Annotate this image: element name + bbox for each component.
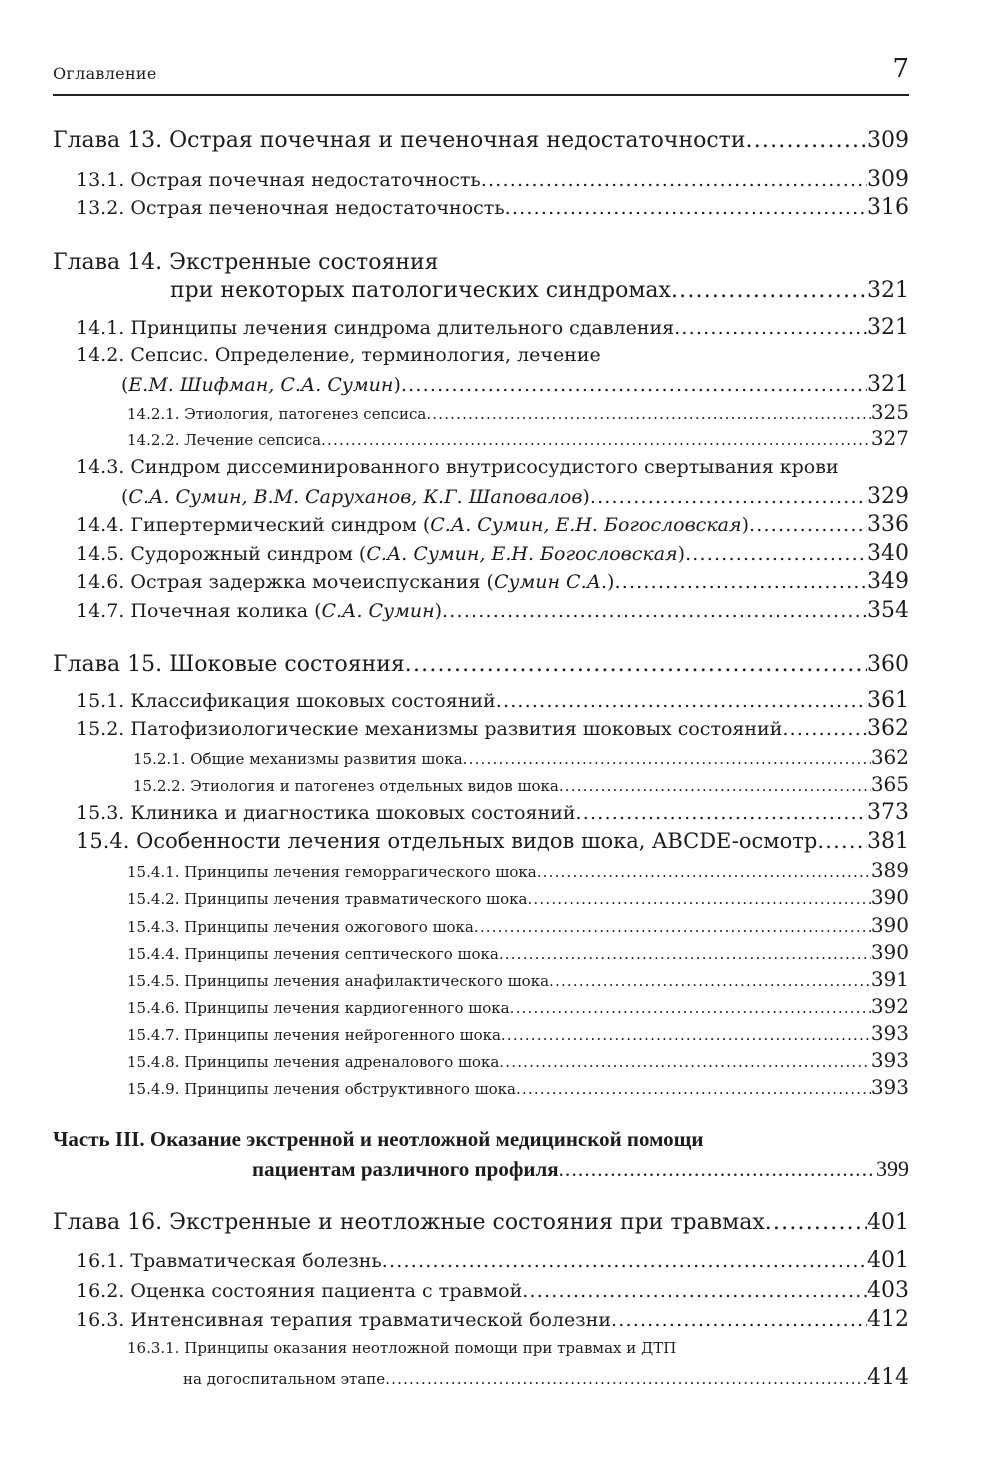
toc-entry-chapter-13[interactable] xyxy=(53,128,909,153)
dot-leader xyxy=(590,486,867,508)
entry-page: 325 xyxy=(870,400,909,424)
entry-label: 16.2. Оценка состояния пациента с травмой xyxy=(76,1280,523,1302)
entry-page: 393 xyxy=(870,1021,909,1045)
toc-entry-part-3[interactable] xyxy=(252,1156,909,1182)
entry-page: 354 xyxy=(867,598,909,623)
entry-page: 390 xyxy=(870,885,909,909)
label-suffix: ) xyxy=(393,374,401,396)
label-prefix: ( xyxy=(121,374,129,396)
entry-label: 13.2. Острая печеночная недостаточность xyxy=(76,197,505,219)
entry-page: 340 xyxy=(867,541,909,566)
dot-leader xyxy=(474,918,871,936)
dot-leader xyxy=(426,405,871,423)
toc-entry-15-2[interactable] xyxy=(76,716,909,741)
label-prefix: 14.7. Почечная колика ( xyxy=(76,600,322,622)
dot-leader xyxy=(516,1080,871,1098)
dot-leader xyxy=(442,600,867,622)
dot-leader xyxy=(321,431,871,449)
entry-label xyxy=(121,374,401,396)
toc-entry-15-4-9[interactable] xyxy=(127,1075,909,1099)
toc-entry-14-3[interactable] xyxy=(121,484,909,509)
entry-label: 15.4.2. Принципы лечения травматического шока xyxy=(127,890,528,908)
toc-14-3-line1: 14.3. Синдром диссеминированного внутрисосудистого свертывания крови xyxy=(76,456,839,478)
entry-page: 412 xyxy=(867,1307,909,1332)
toc-entry-16-3[interactable] xyxy=(76,1307,909,1332)
entry-page: 393 xyxy=(870,1048,909,1072)
toc-entry-16-1[interactable] xyxy=(76,1248,909,1273)
toc-entry-15-1[interactable] xyxy=(76,688,909,713)
entry-page: 392 xyxy=(870,994,909,1018)
entry-authors: С.А. Сумин xyxy=(321,600,435,622)
label-suffix: ) xyxy=(434,600,443,622)
entry-label: 13.1. Острая почечная недостаточность xyxy=(76,169,481,191)
entry-label: 16.1. Травматическая болезнь xyxy=(76,1250,382,1272)
entry-page: 361 xyxy=(867,688,909,713)
dot-leader xyxy=(611,1309,867,1331)
entry-label: 15.2.1. Общие механизмы развития шока xyxy=(133,750,463,768)
dot-leader xyxy=(749,514,867,536)
toc-entry-15-4-5[interactable] xyxy=(127,967,909,991)
entry-label: 15.1. Классификация шоковых состояний xyxy=(76,690,496,712)
toc-entry-14-1[interactable] xyxy=(76,315,909,340)
entry-label xyxy=(76,543,685,565)
entry-page: 316 xyxy=(867,195,909,220)
entry-page: 362 xyxy=(867,716,909,741)
toc-entry-15-4-4[interactable] xyxy=(127,940,909,964)
dot-leader xyxy=(685,543,867,565)
toc-entry-chapter-14[interactable] xyxy=(170,278,909,303)
entry-page: 373 xyxy=(867,800,909,825)
dot-leader xyxy=(559,777,871,795)
dot-leader xyxy=(537,863,871,881)
entry-page: 381 xyxy=(867,829,909,854)
dot-leader xyxy=(501,1026,871,1044)
entry-label xyxy=(76,600,442,622)
dot-leader xyxy=(671,278,867,303)
toc-14-2-line1: 14.2. Сепсис. Определение, терминология, лечение xyxy=(76,344,601,366)
entry-authors: Сумин С.А. xyxy=(493,571,608,593)
entry-label: 15.2.2. Этиология и патогенез отдельных видов шока xyxy=(133,777,559,795)
entry-label: 14.1. Принципы лечения синдрома длительного сдавления xyxy=(76,317,675,339)
toc-entry-15-4-7[interactable] xyxy=(127,1021,909,1045)
dot-leader xyxy=(405,652,867,677)
entry-label: 15.4.9. Принципы лечения обструктивного шока xyxy=(127,1080,516,1098)
dot-leader xyxy=(510,999,871,1017)
label-prefix: 14.6. Острая задержка мочеиспускания ( xyxy=(76,571,494,593)
dot-leader xyxy=(559,1157,876,1182)
entry-page: 309 xyxy=(867,128,909,153)
entry-label: пациентам различного профиля xyxy=(252,1157,559,1181)
dot-leader xyxy=(401,374,867,396)
entry-page: 399 xyxy=(876,1156,909,1181)
dot-leader xyxy=(549,972,871,990)
entry-authors: С.А. Сумин, В.М. Саруханов, К.Г. Шаповалов xyxy=(128,486,583,508)
toc-entry-14-6[interactable] xyxy=(76,569,909,594)
dot-leader xyxy=(385,1370,867,1388)
toc-16-3-1-line1: 16.3.1. Принципы оказания неотложной помощи при травмах и ДТП xyxy=(127,1339,677,1357)
entry-page: 336 xyxy=(867,512,909,537)
toc-entry-15-2-2[interactable] xyxy=(133,772,909,796)
entry-page: 329 xyxy=(867,484,909,509)
entry-authors: Е.М. Шифман, С.А. Сумин xyxy=(128,374,394,396)
toc-entry-13-2[interactable] xyxy=(76,195,909,220)
dot-leader xyxy=(463,750,871,768)
dot-leader xyxy=(614,571,867,593)
entry-label: 15.4. Особенности лечения отдельных видов шока, ABCDE-осмотр xyxy=(76,829,818,853)
entry-authors: С.А. Сумин, Е.Н. Богословская xyxy=(430,514,742,536)
entry-label: 15.4.6. Принципы лечения кардиогенного шока xyxy=(127,999,510,1017)
toc-entry-15-2-1[interactable] xyxy=(133,745,909,769)
dot-leader xyxy=(499,945,871,963)
label-prefix: 14.5. Судорожный синдром ( xyxy=(76,543,367,565)
entry-label: 15.4.4. Принципы лечения септического шока xyxy=(127,945,499,963)
toc-entry-15-4[interactable] xyxy=(76,829,909,854)
entry-page: 309 xyxy=(867,167,909,192)
toc-entry-14-5[interactable] xyxy=(76,541,909,566)
toc-entry-15-4-6[interactable] xyxy=(127,994,909,1018)
toc-entry-chapter-16[interactable] xyxy=(53,1210,909,1235)
dot-leader xyxy=(481,169,867,191)
entry-label: на догоспитальном этапе xyxy=(183,1370,386,1388)
dot-leader xyxy=(765,1210,867,1235)
toc-entry-14-4[interactable] xyxy=(76,512,909,537)
dot-leader xyxy=(674,317,867,339)
entry-page: 393 xyxy=(870,1075,909,1099)
entry-label: 15.3. Клиника и диагностика шоковых состояний xyxy=(76,802,576,824)
header-page-number: 7 xyxy=(892,54,909,84)
entry-page: 362 xyxy=(870,745,909,769)
dot-leader xyxy=(382,1250,867,1272)
entry-label: 15.4.8. Принципы лечения адреналового шока xyxy=(127,1053,500,1071)
toc-entry-15-4-3[interactable] xyxy=(127,913,909,937)
entry-label: Глава 15. Шоковые состояния xyxy=(53,652,405,677)
entry-page: 390 xyxy=(870,913,909,937)
dot-leader xyxy=(576,802,867,824)
toc-entry-16-2[interactable] xyxy=(76,1278,909,1303)
entry-label: 14.2.2. Лечение сепсиса xyxy=(127,431,322,449)
entry-page: 401 xyxy=(867,1248,909,1273)
toc-entry-15-4-2[interactable] xyxy=(127,885,909,909)
entry-label: 15.4.3. Принципы лечения ожогового шока xyxy=(127,918,474,936)
dot-leader xyxy=(522,1280,867,1302)
entry-label: 15.4.5. Принципы лечения анафилактического шока xyxy=(127,972,550,990)
entry-page: 321 xyxy=(867,315,909,340)
toc-entry-16-3-1[interactable] xyxy=(183,1365,909,1390)
entry-authors: С.А. Сумин, Е.Н. Богословская xyxy=(366,543,678,565)
entry-label: 15.4.7. Принципы лечения нейрогенного шока xyxy=(127,1026,501,1044)
dot-leader xyxy=(782,718,867,740)
toc-entry-15-4-8[interactable] xyxy=(127,1048,909,1072)
entry-page: 401 xyxy=(867,1210,909,1235)
entry-page: 360 xyxy=(867,652,909,677)
dot-leader xyxy=(505,197,867,219)
entry-label: при некоторых патологических синдромах xyxy=(170,278,671,303)
dot-leader xyxy=(817,829,867,853)
entry-label xyxy=(76,571,614,593)
label-prefix: 14.4. Гипертермический синдром ( xyxy=(76,514,431,536)
entry-page: 403 xyxy=(867,1278,909,1303)
header-section-title: Оглавление xyxy=(53,64,157,83)
entry-page: 321 xyxy=(867,278,909,303)
entry-page: 327 xyxy=(870,426,909,450)
entry-page: 365 xyxy=(870,772,909,796)
entry-label: 16.3. Интенсивная терапия травматической болезни xyxy=(76,1309,611,1331)
label-suffix: ) xyxy=(582,486,590,508)
toc-entry-13-1[interactable] xyxy=(76,167,909,192)
dot-leader xyxy=(496,690,867,712)
dot-leader xyxy=(746,128,867,153)
entry-label: 14.2.1. Этиология, патогенез сепсиса xyxy=(127,405,427,423)
toc-entry-14-7[interactable] xyxy=(76,598,909,623)
label-prefix: ( xyxy=(121,486,129,508)
label-suffix: ) xyxy=(677,543,686,565)
toc-entry-15-4-1[interactable] xyxy=(127,858,909,882)
entry-page: 349 xyxy=(867,569,909,594)
entry-label xyxy=(121,486,590,508)
entry-label: Глава 16. Экстренные и неотложные состояния при травмах xyxy=(53,1210,765,1235)
entry-page: 321 xyxy=(867,372,909,397)
entry-label: 15.2. Патофизиологические механизмы развития шоковых состояний xyxy=(76,718,783,740)
entry-page: 414 xyxy=(867,1365,909,1390)
entry-label xyxy=(76,514,749,536)
entry-page: 391 xyxy=(870,967,909,991)
dot-leader xyxy=(527,890,870,908)
toc-entry-15-3[interactable] xyxy=(76,800,909,825)
dot-leader xyxy=(499,1053,871,1071)
entry-label: 15.4.1. Принципы лечения геморрагического шока xyxy=(127,863,537,881)
label-suffix: ) xyxy=(607,571,615,593)
label-suffix: ) xyxy=(741,514,749,536)
toc-entry-14-2[interactable] xyxy=(121,372,909,397)
toc-entry-14-2-2[interactable] xyxy=(127,426,909,450)
toc-entry-chapter-15[interactable] xyxy=(53,652,909,677)
entry-page: 390 xyxy=(870,940,909,964)
entry-page: 389 xyxy=(870,858,909,882)
toc-part-3-line1: Часть III. Оказание экстренной и неотложной медицинской помощи xyxy=(53,1127,704,1151)
entry-label: Глава 13. Острая почечная и печеночная недостаточности xyxy=(53,128,746,153)
toc-entry-14-2-1[interactable] xyxy=(127,400,909,424)
toc-chapter-14-line1: Глава 14. Экстренные состояния xyxy=(53,250,439,275)
